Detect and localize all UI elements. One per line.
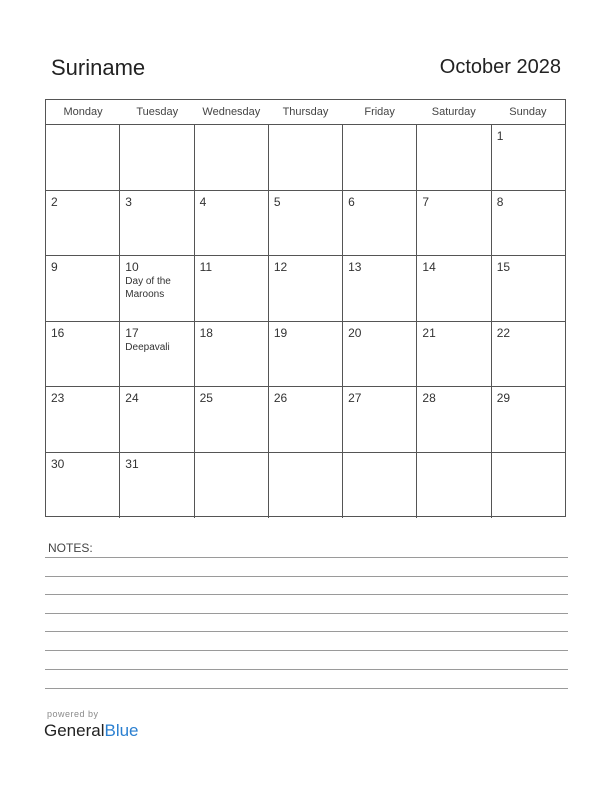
day-cell[interactable]	[195, 125, 269, 190]
day-cell[interactable]	[417, 191, 491, 256]
day-cell[interactable]	[417, 256, 491, 321]
day-cell[interactable]	[46, 191, 120, 256]
notes-line	[45, 669, 568, 670]
calendar-grid	[45, 99, 566, 517]
day-number: 3	[125, 194, 132, 209]
day-number: 2	[51, 194, 58, 209]
day-cell[interactable]	[343, 256, 417, 321]
weekday-monday: Monday	[63, 106, 103, 118]
day-number: 28	[422, 391, 436, 405]
day-cell[interactable]	[46, 125, 120, 190]
day-cell[interactable]	[195, 256, 269, 321]
day-number: 6	[348, 194, 355, 209]
day-number: 15	[496, 260, 511, 274]
day-cell[interactable]	[269, 387, 343, 452]
notes-line	[45, 650, 568, 651]
day-number: 8	[496, 194, 504, 209]
day-cell[interactable]	[343, 453, 417, 519]
day-cell[interactable]	[269, 256, 343, 321]
day-number: 20	[348, 325, 362, 340]
day-cell[interactable]	[417, 322, 491, 387]
day-cell[interactable]	[120, 191, 194, 256]
notes-line	[45, 594, 568, 595]
day-cell[interactable]	[417, 453, 491, 519]
day-cell[interactable]	[46, 387, 120, 452]
notes-line	[45, 688, 568, 689]
day-cell[interactable]	[492, 387, 565, 452]
week-row	[46, 191, 565, 257]
day-number: 9	[51, 260, 58, 274]
holiday-label: Day of the Maroons	[125, 276, 171, 300]
day-cell[interactable]	[195, 322, 269, 387]
day-number: 1	[496, 129, 504, 143]
notes-line	[45, 557, 568, 558]
week-row	[46, 387, 565, 453]
day-cell[interactable]	[46, 453, 120, 519]
day-number: 7	[422, 194, 430, 209]
day-cell[interactable]	[269, 191, 343, 256]
day-cell[interactable]	[269, 322, 343, 387]
notes-line	[45, 631, 568, 632]
day-number: 30	[51, 456, 65, 471]
day-cell[interactable]	[195, 453, 269, 519]
day-cell[interactable]	[120, 453, 194, 519]
day-cell[interactable]	[343, 125, 417, 190]
day-cell[interactable]	[492, 125, 565, 190]
day-cell[interactable]	[417, 125, 491, 190]
country-title: Suriname	[51, 55, 146, 80]
day-cell[interactable]	[492, 256, 565, 321]
day-cell[interactable]	[417, 387, 491, 452]
day-number: 22	[496, 325, 511, 340]
notes-line	[45, 576, 568, 577]
day-cell[interactable]	[269, 453, 343, 519]
day-cell[interactable]	[343, 191, 417, 256]
day-number: 23	[51, 391, 65, 405]
week-row	[46, 322, 565, 388]
week-row	[46, 453, 565, 519]
day-cell[interactable]	[343, 322, 417, 387]
week-row	[46, 125, 565, 191]
month-year-title: October 2028	[439, 56, 561, 78]
notes-line	[45, 613, 568, 614]
day-cell[interactable]	[120, 256, 194, 321]
week-row	[46, 256, 565, 322]
day-cell[interactable]	[492, 453, 565, 519]
day-number: 24	[125, 391, 139, 405]
day-number: 21	[422, 325, 436, 340]
day-number: 10	[125, 260, 139, 274]
day-number: 17	[125, 325, 139, 340]
weekday-saturday: Saturday	[431, 106, 476, 118]
day-cell[interactable]	[492, 322, 565, 387]
day-number: 31	[125, 456, 139, 471]
day-cell[interactable]	[120, 322, 194, 387]
weekday-sunday: Sunday	[509, 106, 547, 118]
day-number: 25	[199, 391, 213, 405]
day-number: 4	[199, 194, 207, 209]
day-number: 13	[348, 260, 362, 274]
day-cell[interactable]	[120, 125, 194, 190]
day-cell[interactable]	[343, 387, 417, 452]
day-number: 16	[51, 325, 65, 340]
day-cell[interactable]	[269, 125, 343, 190]
day-number: 14	[422, 260, 436, 274]
day-number: 29	[496, 391, 511, 405]
brand-general: General	[44, 721, 105, 740]
powered-by-text: powered by	[47, 709, 99, 719]
holiday-label: Deepavali	[125, 341, 170, 353]
day-number: 18	[199, 325, 213, 340]
day-cell[interactable]	[492, 191, 565, 256]
weekday-thursday: Thursday	[282, 106, 329, 118]
day-cell[interactable]	[120, 387, 194, 452]
day-cell[interactable]	[46, 322, 120, 387]
day-number: 19	[273, 325, 288, 340]
day-cell[interactable]	[46, 256, 120, 321]
day-cell[interactable]	[195, 387, 269, 452]
weekday-wednesday: Wednesday	[202, 106, 261, 118]
day-number: 26	[273, 391, 288, 405]
day-number: 27	[348, 391, 362, 405]
day-cell[interactable]	[195, 191, 269, 256]
brand-logo[interactable]	[44, 721, 139, 741]
weekday-friday: Friday	[364, 106, 395, 118]
day-number: 12	[273, 260, 288, 274]
weekday-tuesday: Tuesday	[136, 106, 179, 118]
brand-blue: Blue	[104, 721, 139, 740]
day-number: 5	[273, 194, 281, 209]
day-number: 11	[199, 260, 213, 274]
weekday-header-row	[46, 100, 565, 125]
notes-label: NOTES:	[48, 541, 93, 555]
